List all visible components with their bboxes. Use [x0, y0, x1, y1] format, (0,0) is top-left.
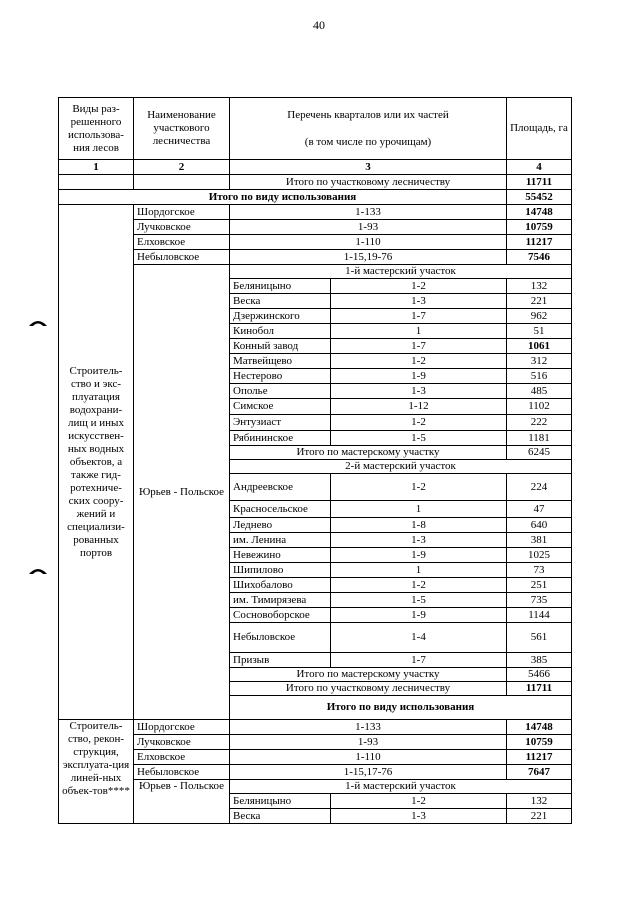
- tract-name: Андреевское: [230, 474, 331, 501]
- area: 516: [507, 369, 572, 384]
- table-row: [59, 235, 572, 250]
- area: 561: [507, 623, 572, 653]
- quarters: 1-3: [331, 809, 507, 824]
- tract-name: Беляницыно: [230, 279, 331, 294]
- master-title-row: [59, 265, 572, 279]
- tract-name: Невежино: [230, 548, 331, 563]
- forestry-name-yuryev: Юрьев - Польское: [134, 265, 230, 720]
- top-forestry-total-row: [59, 175, 572, 190]
- forestry-name: Лучковское: [134, 220, 230, 235]
- tract-name: Веска: [230, 809, 331, 824]
- header-quarters: [230, 98, 507, 160]
- quarters: 1-9: [331, 369, 507, 384]
- area: 1144: [507, 608, 572, 623]
- area: 735: [507, 593, 572, 608]
- quarters: 1-9: [331, 548, 507, 563]
- tract-name: Небыловское: [230, 623, 331, 653]
- forestry-name: Елховское: [134, 235, 230, 250]
- tract-name: Матвейщево: [230, 354, 331, 369]
- area: 221: [507, 809, 572, 824]
- tract-name: Энтузиаст: [230, 415, 331, 431]
- area: 381: [507, 533, 572, 548]
- use-total-label: Итого по виду использования: [59, 190, 507, 205]
- quarters: 1-2: [331, 415, 507, 431]
- master-total-label: Итого по мастерскому участку: [230, 446, 507, 460]
- use-total-label: Итого по виду использования: [230, 696, 572, 720]
- quarters: 1-3: [331, 384, 507, 399]
- area: 222: [507, 415, 572, 431]
- quarters: 1-4: [331, 623, 507, 653]
- area: 1061: [507, 339, 572, 354]
- area: 11217: [507, 235, 572, 250]
- quarters: 1-5: [331, 431, 507, 446]
- tract-name: Дзержинского: [230, 309, 331, 324]
- master-title: 2-й мастерский участок: [230, 460, 572, 474]
- quarters: 1: [331, 501, 507, 518]
- tract-name: Рябининское: [230, 431, 331, 446]
- quarters: 1-7: [331, 653, 507, 668]
- total-label: Итого по участковому лесничеству: [230, 175, 507, 190]
- area: 10759: [507, 220, 572, 235]
- total-value: 11711: [507, 175, 572, 190]
- table-row: [59, 205, 572, 220]
- area: 312: [507, 354, 572, 369]
- tract-name: Сосновоборское: [230, 608, 331, 623]
- punch-hole-icon: [28, 318, 48, 327]
- col-num-1: 1: [59, 160, 134, 175]
- forestry-total-value: 11711: [507, 682, 572, 696]
- quarters: 1-93: [230, 220, 507, 235]
- master-title-row: [59, 780, 572, 794]
- tract-name: Кинобол: [230, 324, 331, 339]
- col-num-3: 3: [230, 160, 507, 175]
- master-total-label: Итого по мастерскому участку: [230, 668, 507, 682]
- forestry-name-yuryev: Юрьев - Польское: [134, 780, 230, 824]
- forestry-name: Небыловское: [134, 250, 230, 265]
- area: 1102: [507, 399, 572, 415]
- area: 1025: [507, 548, 572, 563]
- tract-name: им. Тимирязева: [230, 593, 331, 608]
- header-area: Площадь, га: [507, 98, 572, 160]
- forestry-name: Лучковское: [134, 735, 230, 750]
- header-number-row: [59, 160, 572, 175]
- master-title: 1-й мастерский участок: [230, 265, 572, 279]
- quarters: 1-5: [331, 593, 507, 608]
- quarters: 1-133: [230, 720, 507, 735]
- quarters: 1-3: [331, 294, 507, 309]
- tract-name: Симское: [230, 399, 331, 415]
- table-row: [59, 735, 572, 750]
- master-title: 1-й мастерский участок: [230, 780, 572, 794]
- area: 51: [507, 324, 572, 339]
- use-type-cell: Строитель-ство и экс-плуатация водохрани-лищ и иных искусствен-ных водных объектов, а также гид-ротехниче-ских соору-жений и специализи-рованных портов: [59, 205, 134, 720]
- master-total-value: 5466: [507, 668, 572, 682]
- quarters: 1-2: [331, 578, 507, 593]
- quarters: 1-2: [331, 794, 507, 809]
- tract-name: Веска: [230, 294, 331, 309]
- area: 132: [507, 794, 572, 809]
- forestry-name: Небыловское: [134, 765, 230, 780]
- quarters: 1-133: [230, 205, 507, 220]
- quarters: 1: [331, 324, 507, 339]
- area: 251: [507, 578, 572, 593]
- quarters: 1-7: [331, 339, 507, 354]
- area: 485: [507, 384, 572, 399]
- master-total-value: 6245: [507, 446, 572, 460]
- tract-name: им. Ленина: [230, 533, 331, 548]
- header-quarters-line1: Перечень кварталов или их частей: [287, 108, 449, 121]
- area: 14748: [507, 720, 572, 735]
- tract-name: Призыв: [230, 653, 331, 668]
- quarters: 1-2: [331, 279, 507, 294]
- quarters: 1: [331, 563, 507, 578]
- area: 73: [507, 563, 572, 578]
- quarters: 1-12: [331, 399, 507, 415]
- quarters: 1-8: [331, 518, 507, 533]
- quarters: 1-110: [230, 235, 507, 250]
- area: 7546: [507, 250, 572, 265]
- quarters: 1-15,19-76: [230, 250, 507, 265]
- quarters: 1-9: [331, 608, 507, 623]
- table-row: [59, 765, 572, 780]
- area: 132: [507, 279, 572, 294]
- area: 385: [507, 653, 572, 668]
- use-type-cell: Строитель-ство, рекон-струкция, эксплуата-ция линей-ных объек-тов****: [59, 720, 134, 824]
- forestry-name: Елховское: [134, 750, 230, 765]
- area: 47: [507, 501, 572, 518]
- quarters: 1-110: [230, 750, 507, 765]
- tract-name: Красносельское: [230, 501, 331, 518]
- tract-name: Шипилово: [230, 563, 331, 578]
- area: 11217: [507, 750, 572, 765]
- quarters: 1-3: [331, 533, 507, 548]
- header-forestry: Наименование участкового лесничества: [134, 98, 230, 160]
- area: 962: [507, 309, 572, 324]
- use-total-value: 55452: [507, 190, 572, 205]
- area: 640: [507, 518, 572, 533]
- tract-name: Нестерово: [230, 369, 331, 384]
- quarters: 1-7: [331, 309, 507, 324]
- tract-name: Конный завод: [230, 339, 331, 354]
- quarters: 1-2: [331, 474, 507, 501]
- use-total-row: [59, 190, 572, 205]
- area: 7647: [507, 765, 572, 780]
- forest-use-table: [58, 97, 572, 824]
- col-num-4: 4: [507, 160, 572, 175]
- quarters: 1-93: [230, 735, 507, 750]
- punch-hole-icon: [28, 566, 48, 575]
- area: 1181: [507, 431, 572, 446]
- tract-name: Беляницыно: [230, 794, 331, 809]
- page-number: 40: [313, 18, 325, 32]
- header-row: [59, 98, 572, 160]
- tract-name: Леднево: [230, 518, 331, 533]
- table-row: [59, 220, 572, 235]
- area: 14748: [507, 205, 572, 220]
- header-quarters-line2: (в том числе по урочищам): [304, 135, 432, 148]
- table-row: [59, 720, 572, 735]
- table-row: [59, 250, 572, 265]
- area: 10759: [507, 735, 572, 750]
- forestry-total-label: Итого по участковому лесничеству: [230, 682, 507, 696]
- tract-name: Шихобалово: [230, 578, 331, 593]
- tract-name: Ополье: [230, 384, 331, 399]
- area: 221: [507, 294, 572, 309]
- quarters: 1-2: [331, 354, 507, 369]
- area: 224: [507, 474, 572, 501]
- header-use-type: Виды раз-решенного использова-ния лесов: [59, 98, 134, 160]
- quarters: 1-15,17-76: [230, 765, 507, 780]
- col-num-2: 2: [134, 160, 230, 175]
- forestry-name: Шордогское: [134, 720, 230, 735]
- forestry-name: Шордогское: [134, 205, 230, 220]
- table-row: [59, 750, 572, 765]
